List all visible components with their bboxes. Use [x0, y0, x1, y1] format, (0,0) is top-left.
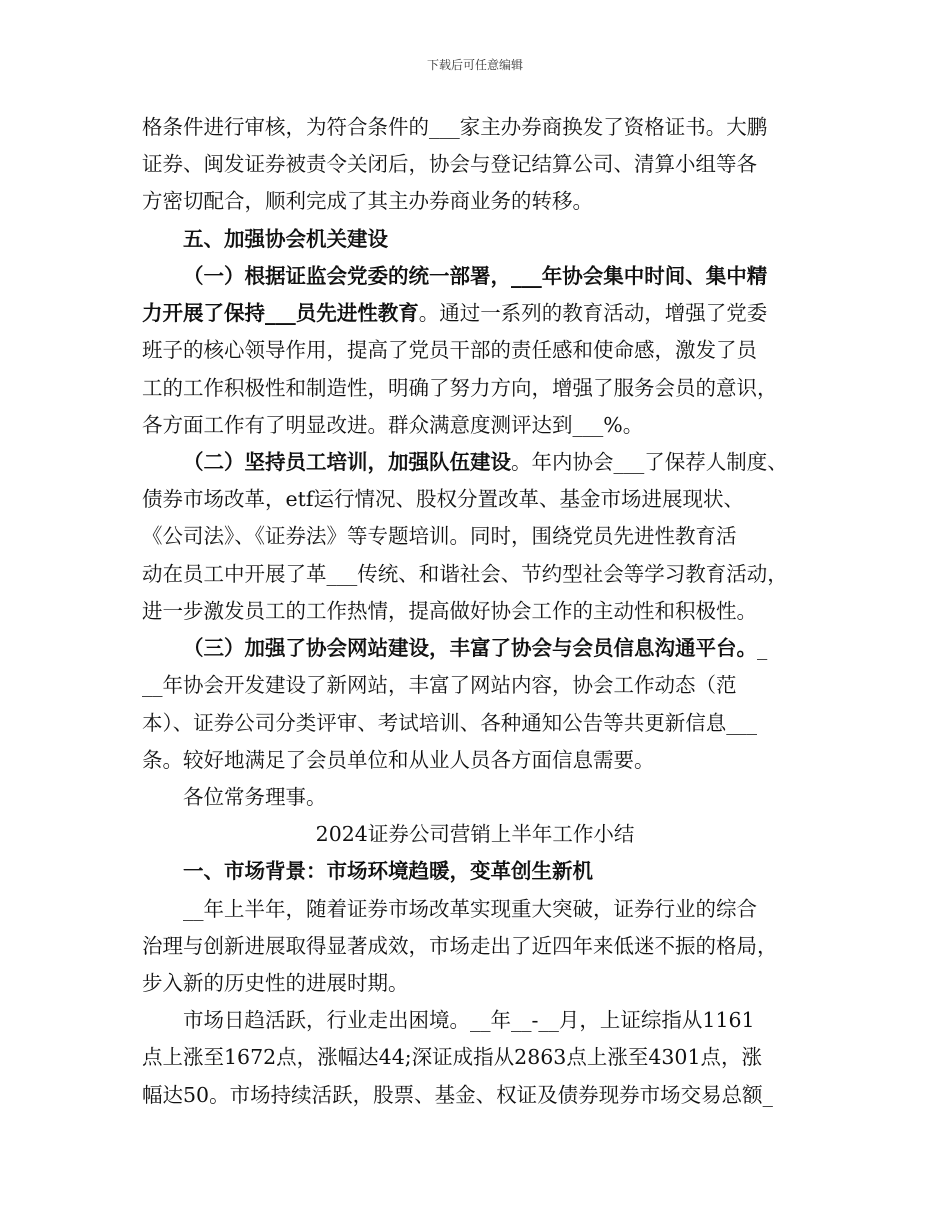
paragraph-text: _ — [757, 636, 768, 660]
text-line: 条。较好地满足了会员单位和从业人员各方面信息需要。 — [142, 748, 655, 772]
text-line — [142, 300, 767, 326]
text-line: 班子的核心领导作用，提高了党员干部的责任感和使命感，激发了员 — [142, 338, 757, 362]
subsection-heading-tail: 力开展了保持___员先进性教育 — [142, 301, 419, 325]
subsection-heading: （二）坚持员工培训，加强队伍建设 — [183, 450, 511, 474]
text-line: 格条件进行审核，为符合条件的___家主办券商换发了资格证书。大鹏 — [142, 115, 768, 139]
text-line: 方密切配合，顺利完成了其主办券商业务的转移。 — [142, 189, 593, 213]
text-line: 动在员工中开展了革___传统、和谐社会、节约型社会等学习教育活动， — [142, 562, 788, 586]
text-line: 点上涨至1672点，涨幅达44;深证成指从2863点上涨至4301点，涨 — [142, 1045, 763, 1069]
text-line: 工的工作积极性和制造性，明确了努力方向，增强了服务会员的意识， — [142, 376, 778, 400]
paragraph-text: 。通过一系列的教育活动，增强了党委 — [418, 301, 768, 325]
text-line: 债券市场改革，etf运行情况、股权分置改革、基金市场进展现状、 — [142, 487, 744, 511]
page-header: 下载后可任意编辑 — [426, 58, 523, 72]
text-line: 市场日趋活跃，行业走出困境。__年__-__月，上证综指从1161 — [183, 1008, 755, 1032]
section-heading: 五、加强协会机关建设 — [183, 227, 388, 251]
text-line: 进一步激发员工的工作热情，提高做好协会工作的主动性和积极性。 — [142, 599, 757, 623]
text-line: 证券、闽发证券被责令关闭后，协会与登记结算公司、清算小组等各 — [142, 152, 757, 176]
text-line: __年上半年，随着证券市场改革实现重大突破，证券行业的综合 — [183, 897, 757, 921]
text-line — [183, 449, 788, 475]
text-line: 幅达50。市场持续活跃，股票、基金、权证及债券现券市场交易总额_ — [142, 1083, 773, 1107]
text-line: 步入新的历史性的进展时期。 — [142, 971, 409, 995]
document-title: 2024证券公司营销上半年工作小结 — [315, 822, 635, 846]
text-line — [183, 635, 767, 661]
text-line: 《公司法》、《证券法》等专题培训。同时，围绕党员先进性教育活 — [142, 524, 737, 548]
section-heading: 一、市场背景：市场环境趋暖，变革创生新机 — [183, 859, 593, 883]
text-line: 各方面工作有了明显改进。群众满意度测评达到___%。 — [142, 413, 644, 437]
text-line: 本）、证券公司分类评审、考试培训、各种通知公告等共更新信息___ — [142, 711, 757, 735]
subsection-heading: （一）根据证监会党委的统一部署，___年协会集中时间、集中精 — [183, 264, 768, 288]
text-line: 各位常务理事。 — [183, 785, 327, 809]
paragraph-text: 。年内协会___了保荐人制度、 — [511, 450, 788, 474]
text-line: __年协会开发建设了新网站，丰富了网站内容，协会工作动态（范 — [142, 673, 737, 697]
text-line: 治理与创新进展取得显著成效，市场走出了近四年来低迷不振的格局， — [142, 934, 778, 958]
subsection-heading: （三）加强了协会网站建设，丰富了协会与会员信息沟通平台。 — [183, 636, 757, 660]
